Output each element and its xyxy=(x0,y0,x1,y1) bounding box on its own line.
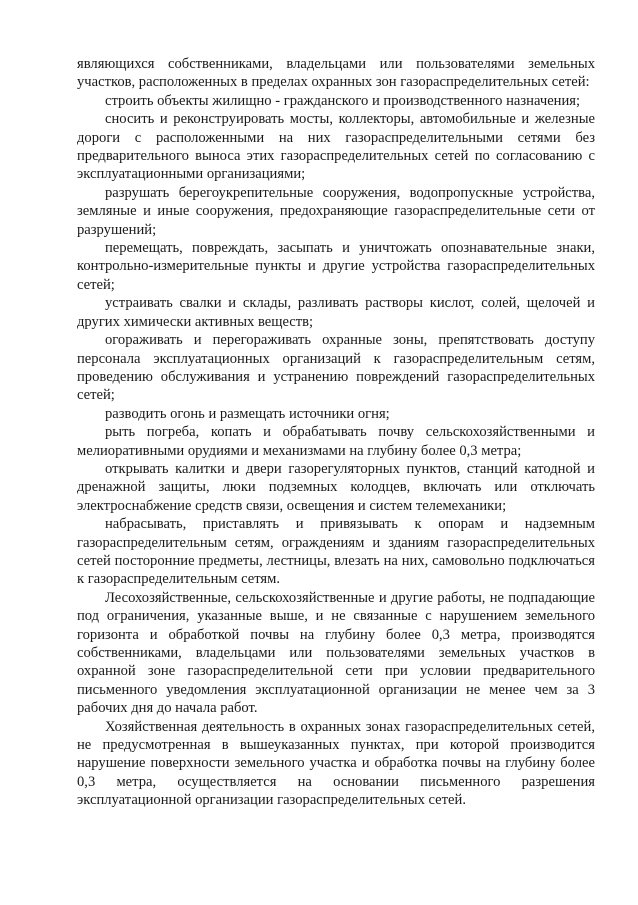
paragraph-prohibition-dumps: устраивать свалки и склады, разливать растворы кислот, солей, щелочей и других химически активных веществ; xyxy=(77,295,595,330)
paragraph-prohibition-digging: рыть погреба, копать и обрабатывать почву сельскохозяйственными и мелиоративными орудиями и механизмами на глубину более 0,3 метра; xyxy=(77,424,595,459)
paragraph-prohibition-doors: открывать калитки и двери газорегуляторных пунктов, станций катодной и дренажной защиты, люки подземных колодцев, включать или отключать электроснабжение средств связи, освещения и систем телемеханики; xyxy=(77,460,595,514)
paragraph-prohibition-demolition: сносить и реконструировать мосты, коллекторы, автомобильные и железные дороги с расположенными на них газораспределительными сетями без предварительного выноса этих газораспределительных сетей по согласованию с эксплуатационными организациями; xyxy=(77,111,595,183)
paragraph-prohibition-destruction: разрушать берегоукрепительные сооружения, водопропускные устройства, земляные и иные сооружения, предохраняющие газораспределительные сети от разрушений; xyxy=(77,184,595,238)
paragraph-continuation: являющихся собственниками, владельцами или пользователями земельных участков, расположенных в пределах охранных зон газораспределительных сетей: xyxy=(77,56,595,91)
paragraph-prohibition-signs: перемещать, повреждать, засыпать и уничтожать опознавательные знаки, контрольно-измерительные пункты и другие устройства газораспределительных сетей; xyxy=(77,240,595,293)
paragraph-economic-activity: Хозяйственная деятельность в охранных зонах газораспределительных сетей, не предусмотренная в вышеуказанных пунктах, при которой производится нарушение поверхности земельного участка и обработка почвы на глубину более 0,3 метра, осуществляется на основании письменного разрешения эксплуатационной организации газораспределительных сетей. xyxy=(77,718,595,809)
paragraph-prohibition-construction: строить объекты жилищно - гражданского и производственного назначения; xyxy=(105,92,581,109)
paragraph-prohibition-attaching: набрасывать, приставлять и привязывать к опорам и надземным газораспределительным сетям, ограждениям и зданиям газораспределительных сетей посторонние предметы, лестницы, влезать на них, самовольно подключаться к газораспределительным сетям. xyxy=(77,516,595,588)
paragraph-prohibition-fire: разводить огонь и размещать источники огня; xyxy=(105,405,390,422)
paragraph-allowed-works: Лесохозяйственные, сельскохозяйственные и другие работы, не подпадающие под ограничения, указанные выше, и не связанные с нарушением земельного горизонта и обработкой почвы на глубину более 0,3 метра, производятся собственниками, владельцами или пользователями земельных участков в охранной зоне газораспределительной сети при условии предварительного письменного уведомления эксплуатационной организации не менее чем за 3 рабочих дня до начала работ. xyxy=(77,589,595,717)
document-body xyxy=(77,55,595,810)
paragraph-prohibition-fencing: огораживать и перегораживать охранные зоны, препятствовать доступу персонала эксплуатационных организаций к газораспределительным сетям, проведению обслуживания и устранению повреждений газораспределительных сетей; xyxy=(77,332,595,404)
